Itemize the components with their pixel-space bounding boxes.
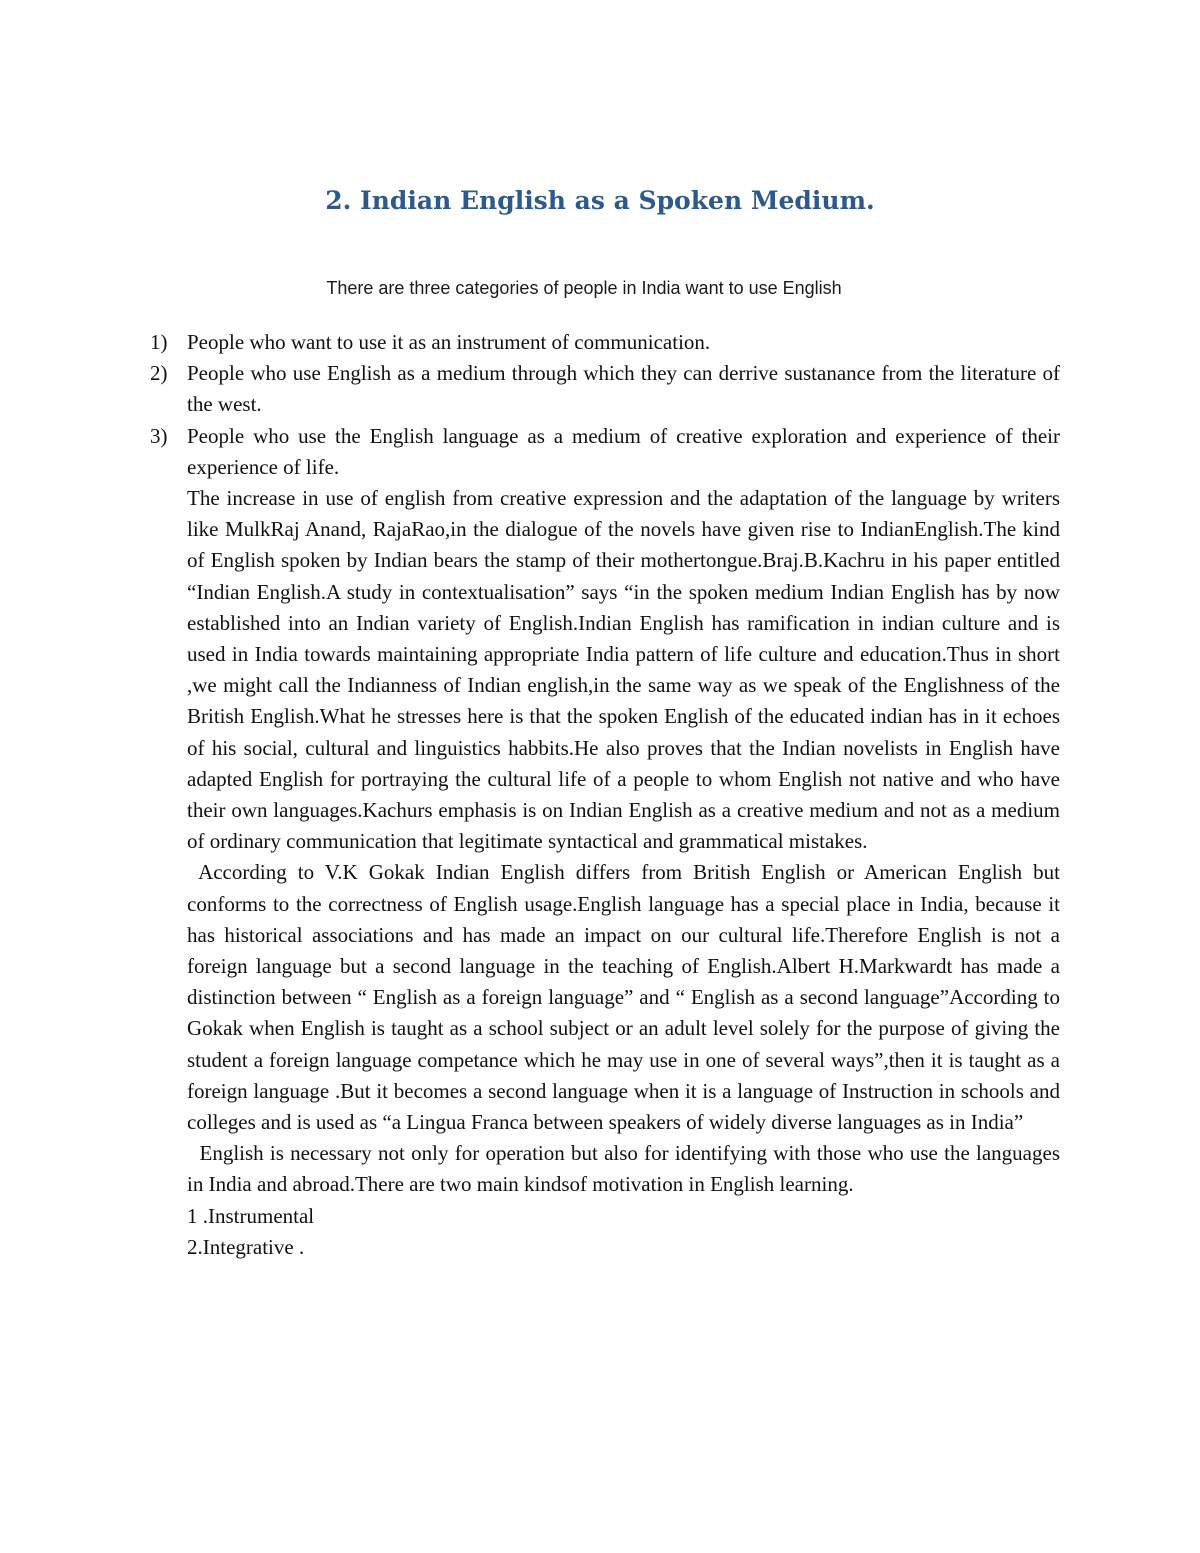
list-text: People who use the English language as a medium of creative exploration and experience of their experience of life. xyxy=(187,423,1060,479)
list-text: People who want to use it as an instrument of communication. xyxy=(187,330,711,354)
list-number: 1) xyxy=(150,330,168,354)
page-title: 2. Indian English as a Spoken Medium. xyxy=(325,186,875,215)
list-text: People who use English as a medium through which they can derrive sustanance from the literature of the west. xyxy=(187,361,1060,417)
body-text xyxy=(150,327,1060,1263)
list-item xyxy=(150,358,1060,420)
paragraph-gokak: According to V.K Gokak Indian English differs from British English or American English but conforms to the correctness of English usage.English language has a special place in India, because it has historical associations and has made an impact on our cultural life.Therefore English is not a foreign language but a second language in the teaching of English.Albert H.Markwardt has made a distinction between “ English as a foreign language” and “ English as a second language”According to Gokak when English is taught as a school subject or an adult level solely for the purpose of giving the student a foreign language competance which he may use in one of several ways”,then it is taught as a foreign language .But it becomes a second language when it is a language of Instruction in schools and colleges and is used as “a Lingua Franca between speakers of widely diverse languages as in India” xyxy=(187,860,1060,1135)
motivation-item-integrative: 2.Integrative . xyxy=(187,1234,305,1259)
list-item xyxy=(150,421,1060,483)
intro-line: There are three categories of people in India want to use English xyxy=(326,278,842,298)
paragraph-kachru: The increase in use of english from creative expression and the adaptation of the language by writers like MulkRaj Anand, RajaRao,in the dialogue of the novels have given rise to IndianEnglish.The kind of English spoken by Indian bears the stamp of their mothertongue.Braj.B.Kachru in his paper entitled “Indian English.A study in contextualisation” says “in the spoken medium Indian English has by now established into an Indian variety of English.Indian English has ramification in indian culture and is used in India towards maintaining appropriate India pattern of life culture and education.Thus in short ,we might call the Indianness of Indian english,in the same way as we speak of the Englishness of the British English.What he stresses here is that the spoken English of the educated indian has in it echoes of his social, cultural and linguistics habbits.He also proves that the Indian novelists in English have adapted English for portraying the cultural life of a people to whom English not native and who have their own languages.Kachurs emphasis is on Indian English as a creative medium and not as a medium of ordinary communication that legitimate syntactical and grammatical mistakes. xyxy=(187,486,1060,854)
list-number: 3) xyxy=(150,423,168,448)
list-item xyxy=(150,327,1060,358)
paragraph-motivation: English is necessary not only for operation but also for identifying with those who use the languages in India and abroad.There are two main kindsof motivation in English learning. xyxy=(187,1141,1060,1197)
motivation-item-instrumental: 1 .Instrumental xyxy=(187,1203,315,1228)
indented-section xyxy=(150,483,1060,1263)
list-number: 2) xyxy=(150,361,168,386)
